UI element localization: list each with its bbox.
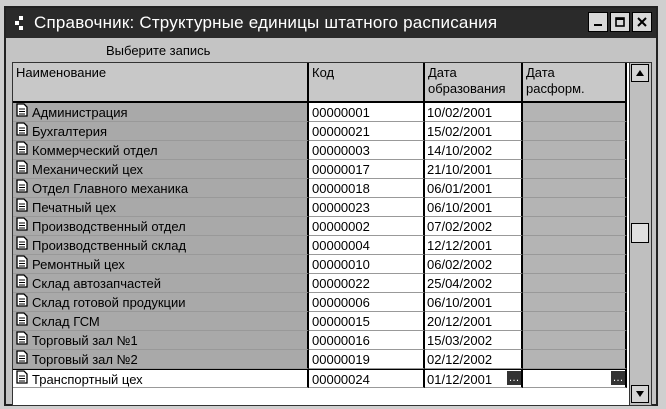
cell-date-text: 02/12/2002 bbox=[427, 352, 493, 367]
cell-date-created[interactable] bbox=[425, 293, 523, 312]
cell-code-text: 00000006 bbox=[312, 295, 370, 310]
document-icon bbox=[16, 122, 28, 141]
cell-code[interactable] bbox=[309, 312, 425, 331]
minimize-button[interactable] bbox=[588, 12, 608, 32]
cell-name[interactable] bbox=[13, 350, 309, 369]
cell-code[interactable] bbox=[309, 141, 425, 160]
column-header-date-created[interactable] bbox=[425, 63, 523, 103]
table-row[interactable] bbox=[13, 350, 627, 369]
cell-date-text: 20/12/2001 bbox=[427, 314, 493, 329]
window-title: Справочник: Структурные единицы штатного расписания bbox=[34, 13, 498, 32]
cell-date-text: 06/10/2001 bbox=[427, 200, 493, 215]
cell-code[interactable] bbox=[309, 274, 425, 293]
cell-name-text: Торговый зал №1 bbox=[32, 333, 138, 348]
cell-code[interactable] bbox=[309, 293, 425, 312]
column-header-date-dissolved-label: Дата расформ. bbox=[526, 65, 585, 96]
cell-code[interactable] bbox=[309, 160, 425, 179]
arrow-down-icon bbox=[635, 390, 645, 398]
document-icon bbox=[16, 103, 28, 122]
table-row[interactable] bbox=[13, 103, 627, 122]
cell-code-text: 00000018 bbox=[312, 181, 370, 196]
cell-date-created[interactable] bbox=[425, 122, 523, 141]
cell-code[interactable] bbox=[309, 255, 425, 274]
cell-code-text: 00000002 bbox=[312, 219, 370, 234]
cell-name-text: Склад готовой продукции bbox=[32, 295, 186, 310]
cell-date-text: 12/12/2001 bbox=[427, 238, 493, 253]
cell-name[interactable] bbox=[13, 331, 309, 350]
cell-date-created[interactable] bbox=[425, 255, 523, 274]
column-header-code-label: Код bbox=[312, 65, 335, 80]
ellipsis-icon[interactable]: … bbox=[508, 372, 520, 384]
cell-date-created[interactable] bbox=[425, 160, 523, 179]
cell-code-text: 00000019 bbox=[312, 352, 370, 367]
cell-date-dissolved[interactable] bbox=[523, 236, 627, 255]
cell-date-created[interactable] bbox=[425, 236, 523, 255]
cell-date-text: 15/03/2002 bbox=[427, 333, 493, 348]
records-table[interactable] bbox=[12, 62, 652, 406]
cell-code[interactable] bbox=[309, 350, 425, 369]
column-header-code[interactable] bbox=[309, 63, 425, 103]
cell-date-dissolved[interactable] bbox=[523, 217, 627, 236]
cell-code-text: 00000021 bbox=[312, 124, 370, 139]
table-row[interactable] bbox=[13, 122, 627, 141]
document-icon bbox=[16, 350, 28, 369]
cell-code[interactable] bbox=[309, 331, 425, 350]
cell-code-text: 00000010 bbox=[312, 257, 370, 272]
cell-name-text: Ремонтный цех bbox=[32, 257, 125, 272]
cell-name-text: Производственный склад bbox=[32, 238, 187, 253]
column-header-name[interactable] bbox=[13, 63, 309, 103]
ellipsis-icon[interactable]: … bbox=[612, 372, 624, 384]
table-row[interactable] bbox=[13, 331, 627, 350]
cell-date-dissolved[interactable] bbox=[523, 312, 627, 331]
scroll-up-button[interactable] bbox=[631, 64, 649, 82]
cell-date-dissolved[interactable] bbox=[523, 122, 627, 141]
cell-name[interactable] bbox=[13, 217, 309, 236]
cell-date-dissolved[interactable] bbox=[523, 141, 627, 160]
cell-name-text: Торговый зал №2 bbox=[32, 352, 138, 367]
cell-code[interactable] bbox=[309, 369, 425, 388]
table-row[interactable] bbox=[13, 369, 627, 388]
cell-date-dissolved[interactable] bbox=[523, 103, 627, 122]
cell-name[interactable] bbox=[13, 236, 309, 255]
cell-date-dissolved[interactable] bbox=[523, 331, 627, 350]
cell-code-text: 00000015 bbox=[312, 314, 370, 329]
cell-date-text: 01/12/2001 bbox=[427, 372, 493, 387]
arrow-up-icon bbox=[635, 69, 645, 77]
prompt-text: Выберите запись bbox=[106, 43, 211, 58]
vertical-scrollbar[interactable] bbox=[629, 63, 651, 405]
cell-code-text: 00000003 bbox=[312, 143, 370, 158]
cell-date-dissolved[interactable] bbox=[523, 255, 627, 274]
document-icon bbox=[16, 179, 28, 198]
document-icon bbox=[16, 236, 28, 255]
cell-code[interactable] bbox=[309, 217, 425, 236]
scroll-thumb[interactable] bbox=[631, 223, 649, 243]
cell-date-created[interactable] bbox=[425, 350, 523, 369]
maximize-button[interactable] bbox=[610, 12, 630, 32]
cell-date-dissolved[interactable] bbox=[523, 160, 627, 179]
cell-date-created[interactable] bbox=[425, 312, 523, 331]
maximize-icon bbox=[615, 17, 625, 27]
column-header-date-created-label: Дата образования bbox=[428, 65, 506, 96]
reference-window bbox=[4, 6, 658, 406]
cell-name-text: Печатный цех bbox=[32, 200, 116, 215]
cell-code[interactable] bbox=[309, 103, 425, 122]
close-icon bbox=[637, 17, 647, 27]
cell-date-text: 06/10/2001 bbox=[427, 295, 493, 310]
selection-prompt bbox=[6, 40, 656, 60]
table-row[interactable] bbox=[13, 198, 627, 217]
cell-code-text: 00000024 bbox=[312, 372, 370, 387]
document-icon bbox=[16, 217, 28, 236]
cell-name[interactable] bbox=[13, 198, 309, 217]
cell-date-created[interactable] bbox=[425, 179, 523, 198]
cell-date-text: 07/02/2002 bbox=[427, 219, 493, 234]
cell-code-text: 00000004 bbox=[312, 238, 370, 253]
cell-date-text: 06/02/2002 bbox=[427, 257, 493, 272]
cell-name-text: Склад ГСМ bbox=[32, 314, 100, 329]
table-row[interactable] bbox=[13, 274, 627, 293]
cell-date-text: 15/02/2001 bbox=[427, 124, 493, 139]
cell-date-dissolved[interactable] bbox=[523, 350, 627, 369]
cell-name[interactable] bbox=[13, 179, 309, 198]
cell-name[interactable] bbox=[13, 369, 309, 388]
cell-name-text: Транспортный цех bbox=[32, 372, 143, 387]
document-icon bbox=[16, 370, 28, 388]
table-row[interactable] bbox=[13, 255, 627, 274]
window-menu-icon[interactable] bbox=[10, 12, 32, 34]
cell-name-text: Производственный отдел bbox=[32, 219, 186, 234]
document-icon bbox=[16, 331, 28, 350]
cell-name-text: Механический цех bbox=[32, 162, 144, 177]
document-icon bbox=[16, 274, 28, 293]
table-row[interactable] bbox=[13, 236, 627, 255]
cell-date-dissolved[interactable] bbox=[523, 274, 627, 293]
cell-name[interactable] bbox=[13, 312, 309, 331]
cell-code-text: 00000017 bbox=[312, 162, 370, 177]
cell-date-dissolved[interactable] bbox=[523, 179, 627, 198]
cell-name-text: Склад автозапчастей bbox=[32, 276, 162, 291]
document-icon bbox=[16, 198, 28, 217]
cell-name-text: Отдел Главного механика bbox=[32, 181, 189, 196]
cell-date-text: 21/10/2001 bbox=[427, 162, 493, 177]
cell-date-dissolved[interactable] bbox=[523, 293, 627, 312]
cell-date-text: 25/04/2002 bbox=[427, 276, 493, 291]
cell-date-created[interactable] bbox=[425, 141, 523, 160]
document-icon bbox=[16, 255, 28, 274]
cell-date-created[interactable] bbox=[425, 103, 523, 122]
document-icon bbox=[16, 293, 28, 312]
cell-code[interactable] bbox=[309, 236, 425, 255]
cell-code[interactable] bbox=[309, 198, 425, 217]
cell-name[interactable] bbox=[13, 293, 309, 312]
cell-name-text: Бухгалтерия bbox=[32, 124, 108, 139]
cell-name-text: Администрация bbox=[32, 105, 128, 120]
document-icon bbox=[16, 312, 28, 331]
cell-code[interactable] bbox=[309, 179, 425, 198]
table-row[interactable] bbox=[13, 217, 627, 236]
table-row[interactable] bbox=[13, 312, 627, 331]
minimize-icon bbox=[593, 17, 603, 27]
column-header-date-dissolved[interactable] bbox=[523, 63, 627, 103]
table-row[interactable] bbox=[13, 293, 627, 312]
scroll-down-button[interactable] bbox=[631, 385, 649, 403]
table-row[interactable] bbox=[13, 179, 627, 198]
close-button[interactable] bbox=[632, 12, 652, 32]
cell-name[interactable] bbox=[13, 274, 309, 293]
cell-date-text: 14/10/2002 bbox=[427, 143, 493, 158]
cell-code-text: 00000023 bbox=[312, 200, 370, 215]
table-row[interactable] bbox=[13, 160, 627, 179]
cell-date-created[interactable] bbox=[425, 274, 523, 293]
column-header-name-label: Наименование bbox=[16, 65, 107, 80]
cell-date-dissolved[interactable] bbox=[523, 198, 627, 217]
title-bar[interactable] bbox=[6, 8, 656, 38]
document-icon bbox=[16, 160, 28, 179]
document-icon bbox=[16, 141, 28, 160]
cell-date-text: 06/01/2001 bbox=[427, 181, 493, 196]
cell-name[interactable] bbox=[13, 160, 309, 179]
cell-code-text: 00000016 bbox=[312, 333, 370, 348]
cell-name-text: Коммерческий отдел bbox=[32, 143, 158, 158]
cell-name[interactable] bbox=[13, 141, 309, 160]
cell-date-text: 10/02/2001 bbox=[427, 105, 493, 120]
cell-date-created[interactable] bbox=[425, 331, 523, 350]
cell-name[interactable] bbox=[13, 103, 309, 122]
cell-name[interactable] bbox=[13, 122, 309, 141]
cell-code-text: 00000001 bbox=[312, 105, 370, 120]
cell-code[interactable] bbox=[309, 122, 425, 141]
table-row[interactable] bbox=[13, 141, 627, 160]
cell-date-created[interactable] bbox=[425, 198, 523, 217]
cell-name[interactable] bbox=[13, 255, 309, 274]
cell-code-text: 00000022 bbox=[312, 276, 370, 291]
cell-date-created[interactable] bbox=[425, 217, 523, 236]
